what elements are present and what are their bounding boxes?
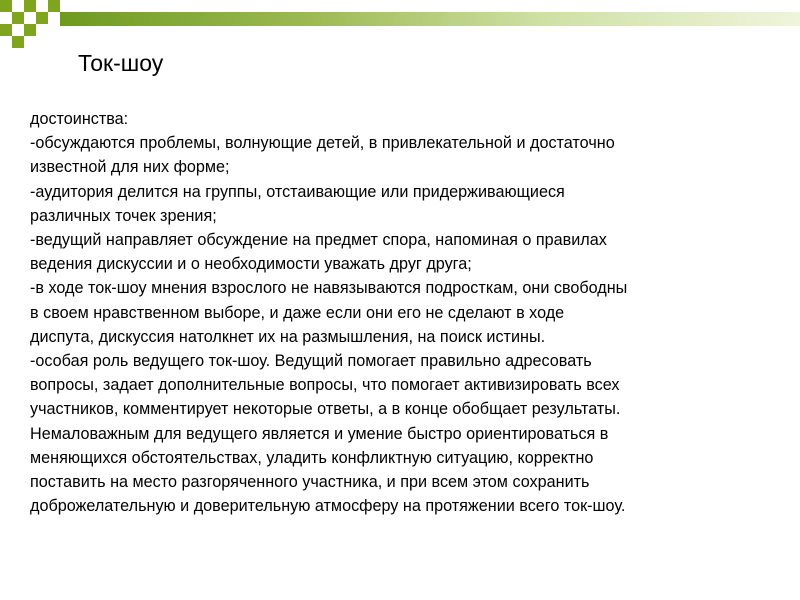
body-line: в своем нравственном выборе, и даже если они его не сделают в ходе	[30, 303, 565, 322]
decorative-squares	[0, 0, 70, 52]
body-line: поставить на место разгоряченного участника, и при всем этом сохранить	[30, 473, 590, 492]
body-line: -ведущий направляет обсуждение на предмет спора, напоминая о правилах	[30, 231, 607, 250]
body-line: Немаловажным для ведущего является и умение быстро ориентироваться в	[30, 424, 609, 443]
body-line: -обсуждаются проблемы, волнующие детей, в привлекательной и достаточно	[30, 134, 615, 153]
header-gradient-bar	[60, 12, 800, 26]
body-line: участников, комментирует некоторые ответы, а в конце обобщает результаты.	[30, 400, 621, 419]
slide-title: Ток-шоу	[78, 50, 164, 76]
body-line: -особая роль ведущего ток-шоу. Ведущий помогает правильно адресовать	[30, 352, 592, 371]
body-line: вопросы, задает дополнительные вопросы, что помогает активизировать всех	[30, 376, 620, 395]
slide-body-text	[30, 107, 778, 518]
body-line: -в ходе ток-шоу мнения взрослого не навязываются подросткам, они свободны	[30, 279, 628, 298]
body-line: диспута, дискуссия натолкнет их на размышления, на поиск истины.	[30, 327, 546, 346]
body-line: -аудитория делится на группы, отстаивающие или придерживающиеся	[30, 182, 565, 201]
body-line: ведения дискуссии и о необходимости уважать друг друга;	[30, 255, 472, 274]
body-line: меняющихся обстоятельствах, уладить конфликтную ситуацию, корректно	[30, 448, 594, 467]
body-line: доброжелательную и доверительную атмосферу на протяжении всего ток-шоу.	[30, 497, 626, 516]
body-line: достоинства:	[30, 110, 129, 128]
body-line: различных точек зрения;	[30, 206, 217, 225]
body-line: известной для них форме;	[30, 158, 230, 177]
